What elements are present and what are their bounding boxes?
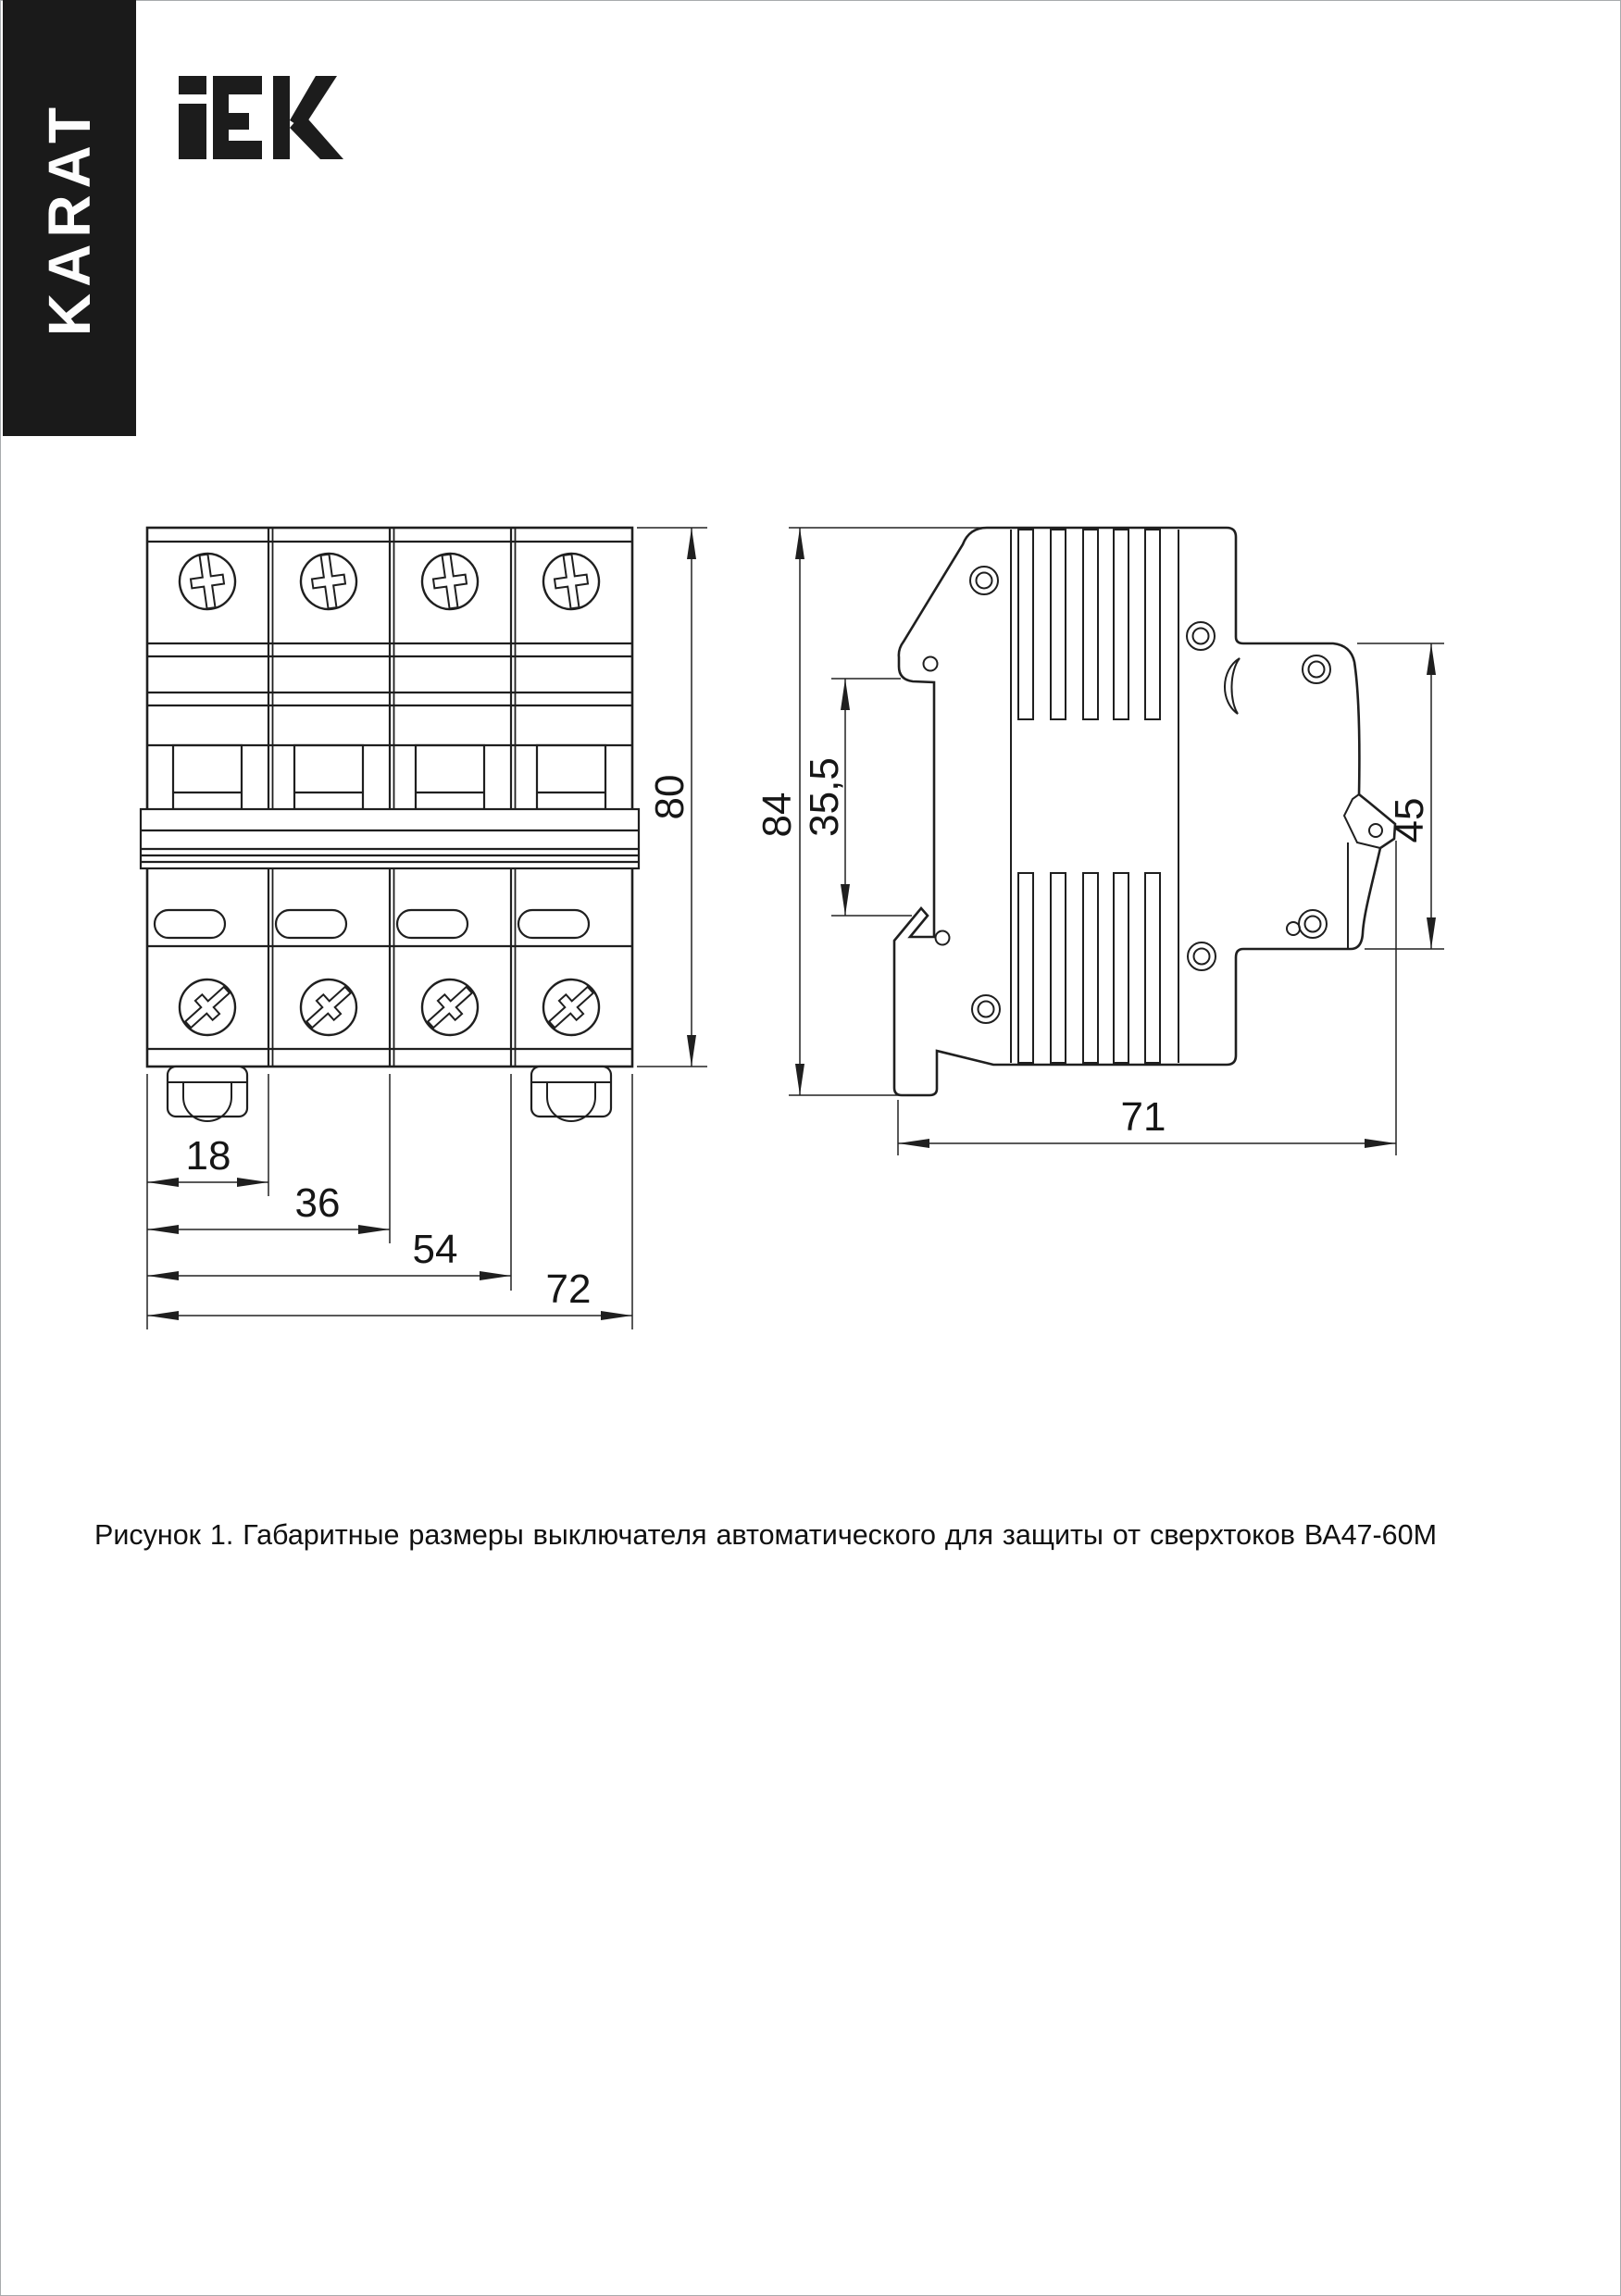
dim-label-80: 80 <box>647 774 692 820</box>
dim-label-72: 72 <box>545 1267 592 1312</box>
din-clip-right <box>531 1067 611 1121</box>
handle-tie-bar <box>141 809 639 868</box>
karat-label: KARAT <box>36 100 103 336</box>
dim-label-84: 84 <box>754 792 800 838</box>
dim-label-35-5: 35,5 <box>802 757 847 837</box>
din-clip-left <box>168 1067 247 1121</box>
front-view-drawing <box>141 528 639 1121</box>
dim-label-54: 54 <box>412 1227 458 1272</box>
side-view-drawing <box>894 528 1395 1095</box>
dim-label-36: 36 <box>294 1180 341 1226</box>
dim-label-71: 71 <box>1120 1094 1166 1140</box>
dim-label-45: 45 <box>1387 797 1432 843</box>
figure-caption: Рисунок 1. Габаритные размеры выключателя автоматического для защиты от сверхтоков ВА47-60М <box>94 1519 1437 1551</box>
dim-label-18: 18 <box>185 1133 231 1179</box>
